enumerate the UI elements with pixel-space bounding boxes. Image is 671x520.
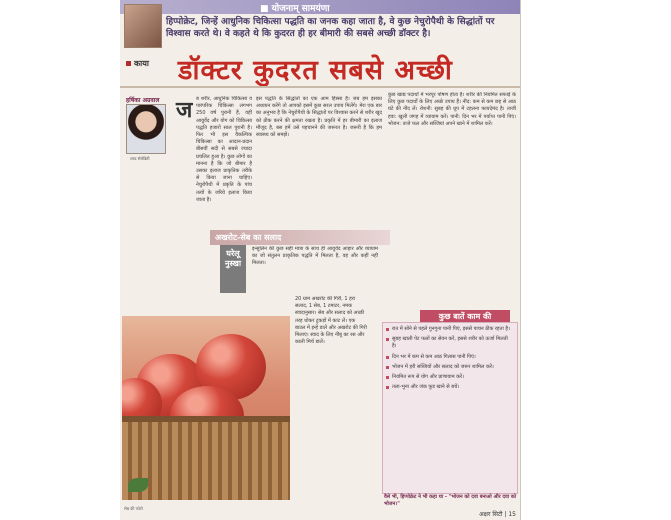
tip-item: तला-भुना और जंक फूड खाने से बचें।	[392, 384, 513, 391]
rubric-label: काया	[126, 58, 149, 69]
body-column-2: इस पद्धति के सिद्धांतों का एक आम हिस्सा है। जब हम इसका अध्ययन करेंगे तो आपको इसमें कुछ सरल उपाय मिलेंगे। मेरा एक बार का अनुभव है कि नेचुरोपैथी के सिद्धांतों पर विश्वास करने से शरीर खुद को ठीक करने की क्षमता रखता है। प्रकृति में हर बीमारी का इलाज मौजूद है, बस हमें उसे पहचानने की जरूरत है। जरूरी है कि हम स्वास्थ्य को समझें।	[256, 96, 382, 139]
divider	[120, 86, 520, 88]
photo-credit: सेब की फोटो	[124, 506, 143, 511]
intro-text: हिप्पोक्रेट, जिन्हें आधुनिक चिकित्सा पद्धति का जनक कहा जाता है, वे कुछ नेचुरोपैथी के सिद्धांतों पर विश्वास करते थे। वे कहते थे कि कुदरत ही हर बीमारी की सबसे अच्छी डॉक्टर है।	[166, 17, 495, 39]
tip-item: नियमित रूप से योग और प्राणायाम करें।	[392, 374, 513, 381]
side-label: घरेलू नुस्खा	[220, 245, 246, 293]
page-footer: अक्षर सिटी | 15	[479, 511, 516, 518]
leaf-decoration	[128, 478, 148, 492]
salad-heading: अखरोट-सेब का सलाद	[210, 230, 390, 245]
salad-recipe: 20 ग्राम अखरोट की गिरी, 1 हरा सलाद, 1 सेब, 1 टमाटर, नमक स्वादानुसार। सेब और सलाद को अच्छी तरह धोकर टुकड़ों में काट लें। एक बाउल में इन्हें डालें और अखरोट की गिरी मिलाएं। स्वाद के लिए नींबू का रस और काली मिर्च डालें।	[295, 296, 367, 346]
tip-item: भोजन में हरी सब्जियों और सलाद को जरूर शामिल करें।	[392, 364, 513, 371]
drop-cap: ज	[176, 97, 193, 123]
tips-box	[382, 322, 518, 494]
closing-quote: वैसे भी, हिप्पोक्रेट ने भी कहा था - "भोजन को दवा बनाओ और दवा को भोजन।"	[384, 494, 516, 507]
salad-intro: इन्सुलिन की कुछ सही मात्रा के साथ ही आयुर्वेद आहार और व्यायाम का जो संतुलन प्राकृतिक पद्धति में मिलता है, वह और कहीं नहीं मिलता।	[252, 246, 378, 267]
author-photo	[126, 104, 166, 154]
apples-in-basket-photo	[122, 316, 290, 500]
tips-heading: कुछ बातें काम की	[420, 310, 510, 323]
header-thumbnail-image	[124, 4, 162, 48]
author-name: हर्षिका अग्रवाल	[126, 97, 160, 104]
body-column-3: कुछ खाद्य पदार्थों में भरपूर पोषण होता है। शरीर की नियमित सफाई के लिए कुछ पदार्थों के लिए अच्छे उपाय हैं। नींद: कम से कम छह से आठ घंटे की नींद लें। रोशनी: सुबह की धूप में टहलना फायदेमंद है। ताजी हवा: खुली जगह में व्यायाम करें। पानी: दिन भर में पर्याप्त पानी पिएं। भोजन: ताजे फल और सब्जियां अपने खाने में शामिल करें।	[388, 92, 516, 127]
tip-item: दिन भर में कम से कम आठ गिलास पानी पिएं।	[392, 354, 513, 361]
section-tag: ■ योजनाम् सामयंणा	[260, 4, 330, 14]
body-column-1: ब शरीर, आधुनिक चिकित्सा व पारंपरिक चिकित्सा लगभग 250 वर्ष पुरानी हैं, वहीं आयुर्वेद और योग को चिकित्सा पद्धति हजारों साल पुरानी है। फिर भी इस वैकल्पिक चिकित्सा का आदान-प्रदान बीसवीं सदी से सबसे ज्यादा प्रचलित हुआ है। कुछ लोगों का मानना है कि जो बीमार है उसका इलाज प्राकृतिक तरीके से किया जाना चाहिए। नेचुरोपैथी में प्रकृति के पांच तत्वों के जरिये इलाज किया जाता है।	[196, 96, 252, 203]
tip-item: रात में सोने से पहले गुनगुना पानी पिएं, इससे पाचन ठीक रहता है।	[392, 326, 513, 333]
tip-item: सुबह खाली पेट फलों का सेवन करें, इससे शरीर को ऊर्जा मिलती है।	[392, 336, 513, 350]
magazine-page	[120, 0, 521, 520]
tips-list	[392, 326, 513, 391]
author-caption: शरद सेलेब्रिटी	[130, 156, 150, 161]
article-headline: डॉक्टर कुदरत सबसे अच्छी	[178, 55, 453, 86]
